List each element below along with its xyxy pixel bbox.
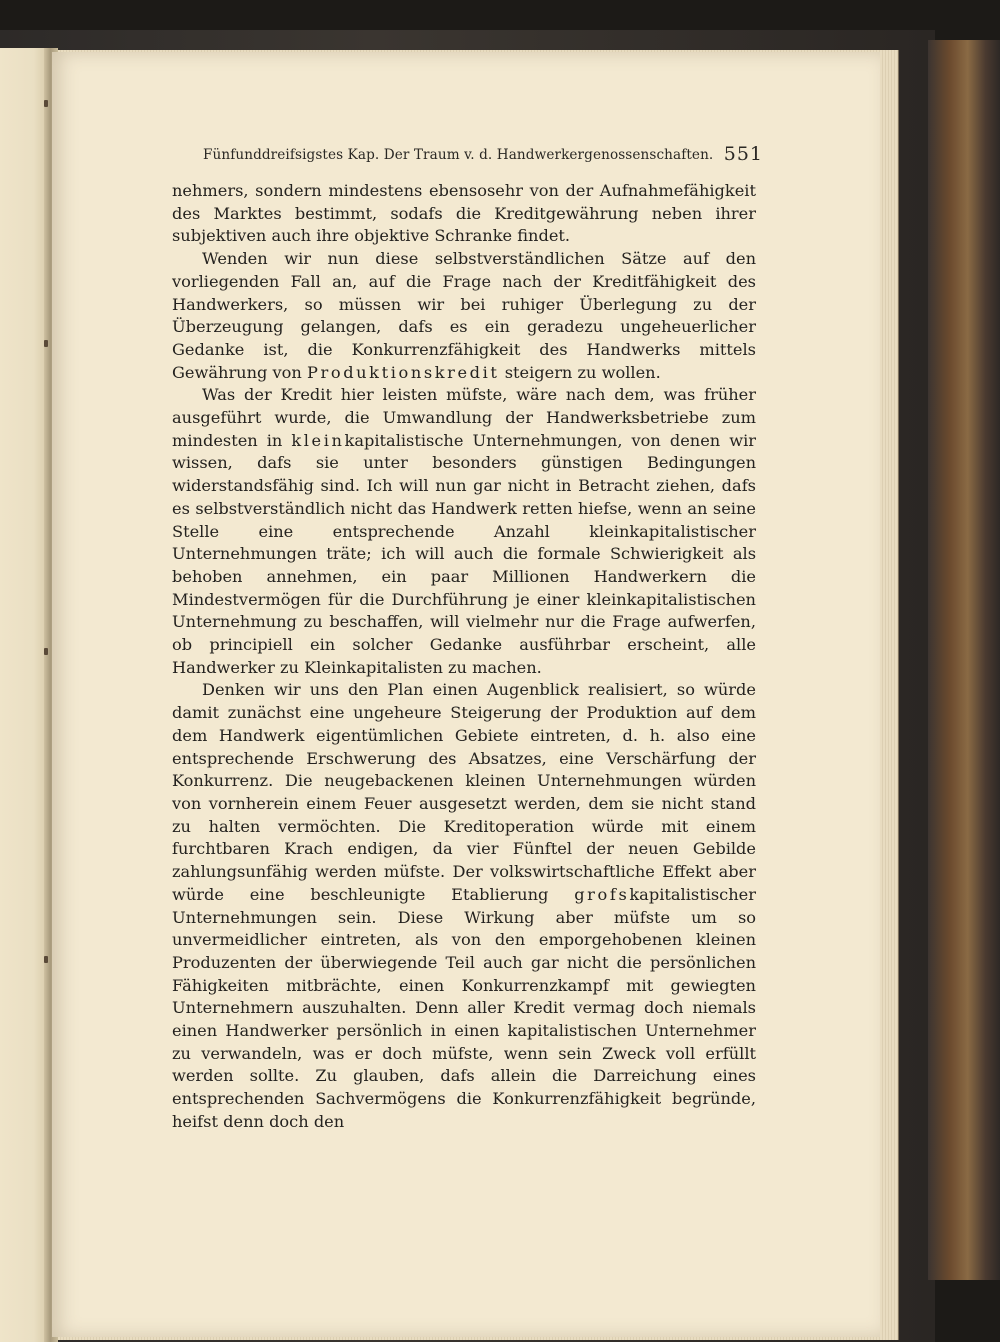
emphasis: Produktionskredit: [307, 362, 500, 382]
header-title: Fünfunddreifsigstes Kap. Der Traum v. d. Handwerkergenossenschaften.: [203, 147, 714, 163]
binding-mark: [44, 100, 48, 107]
text-run: steigern zu wollen.: [504, 362, 661, 382]
paragraph: [172, 180, 756, 248]
text-run: nehmers, sondern mindestens ebensosehr von der Aufnahmefähigkeit des Marktes bestimmt, sodafs die Kreditgewährung neben ihrer subjektiven auch ihre objektive Schranke findet.: [172, 181, 756, 246]
paragraph: [172, 679, 756, 1133]
text-run: Wenden wir nun diese selbstverständlichen Sätze auf den vorliegenden Fall an, auf die Frage nach der Kreditfähigkeit des Handwerkers, so müssen wir bei ruhiger Überlegung zu der Überzeugung gelangen, dafs es ein geradezu ungeheuerlicher Gedanke ist, die Konkurrenzfähigkeit des Handwerks mittels Gewährung von: [172, 249, 756, 382]
emphasis: grofs: [574, 884, 630, 904]
emphasis: klein: [291, 430, 345, 450]
binding-mark: [44, 340, 48, 347]
text-run: kapitalistische Unternehmungen, von denen wir wissen, dafs sie unter besonders günstigen Bedingungen widerstandsfähig sind. Ich will nun gar nicht in Betracht ziehen, dafs es selbstverständlich nicht das Handwerk retten hiefse, wenn an seine Stelle eine entsprechende Anzahl kleinkapitalistischer Unternehmungen träte; ich will auch die formale Schwierigkeit als behoben annehmen, ein paar Millionen Handwerkern die Mindestvermögen für die Durchführung je einer kleinkapitalistischen Unternehmung zu beschaffen, will vielmehr nur die Frage aufwerfen, ob principiell ein solcher Gedanke ausführbar erscheint, alle Handwerker zu Kleinkapitalisten zu machen.: [172, 430, 756, 677]
text-run: Was der Kredit hier leisten müfste, wäre nach dem, was früher ausgeführt wurde, die Umwandlung der Handwerksbetriebe zum mindesten in: [172, 385, 756, 450]
page-number: 551: [723, 143, 763, 165]
text-run: Denken wir uns den Plan einen Augenblick realisiert, so würde damit zunächst eine ungeheure Steigerung der Produktion auf dem dem Handwerk eigentümlichen Gebiete eintreten, d. h. also eine entsprechende Erschwerung des Absatzes, eine Verschärfung der Konkurrenz. Die neugebackenen kleinen Unternehmungen würden von vornherein einem Feuer ausgesetzt werden, dem sie nicht stand zu halten vermöchten. Die Kreditoperation würde mit einem furchtbaren Krach endigen, da vier Fünftel der neuen Gebilde zahlungsunfähig werden müfste. Der volkswirtschaftliche Effekt aber würde eine beschleunigte Etablierung: [172, 680, 756, 904]
running-header: [203, 143, 763, 171]
binding-mark: [44, 648, 48, 655]
binding-mark: [44, 956, 48, 963]
cover-edge: [928, 40, 1000, 1280]
paragraph: [172, 384, 756, 679]
left-page: [0, 48, 48, 1342]
paragraph: [172, 248, 756, 384]
text-run: kapitalistischer Unternehmungen sein. Diese Wirkung aber müfste um so unvermeidlicher eintreten, als von den emporgehobenen kleinen Produzenten der überwiegende Teil auch gar nicht die persönlichen Fähigkeiten mitbrächte, einen Konkurrenzkampf mit gewiegten Unternehmern auszuhalten. Denn aller Kredit vermag doch niemals einen Handwerker persönlich in einen kapitalistischen Unternehmer zu verwandeln, was er doch müfste, wenn sein Zweck voll erfüllt werden sollte. Zu glauben, dafs allein die Darreichung eines entsprechenden Sachvermögens die Konkurrenzfähigkeit begründe, heifst denn doch den: [172, 884, 756, 1131]
body-text: [172, 180, 756, 1134]
